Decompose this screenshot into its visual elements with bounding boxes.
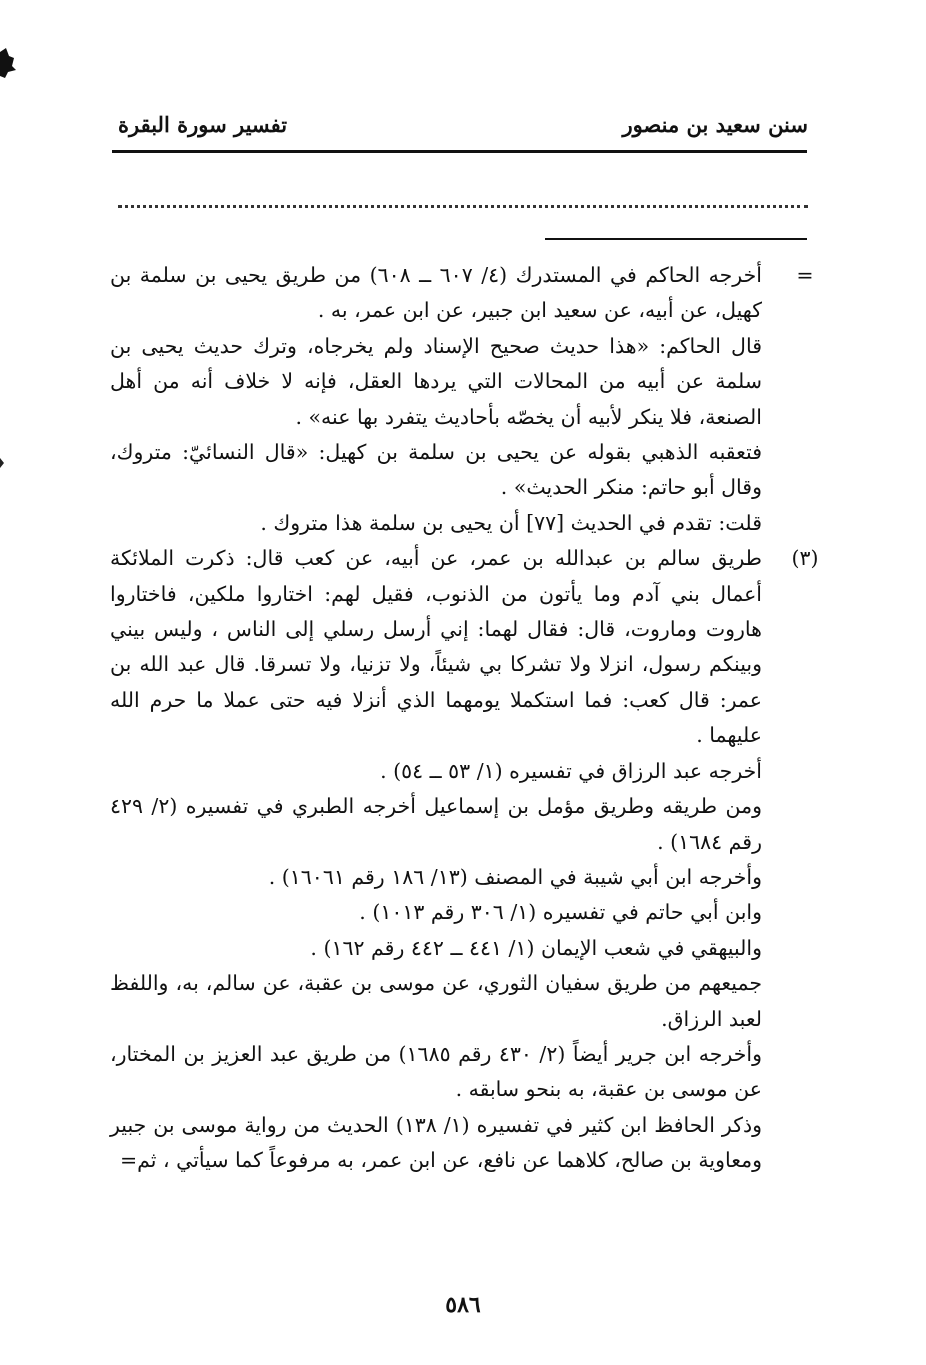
paragraph-text: قال الحاكم: «هذا حديث صحيح الإسناد ولم يخرجاه، وترك حديث يحيى بن سلمة عن أبيه من المحالات التي يردها العقل، فإنه لا خلاف أنه من أهل الصنعة، فلا ينكر لأبيه أن يخصّه بأحاديث يتفرد بها عنه» . bbox=[110, 333, 762, 429]
running-head-chapter-title: تفسير سورة البقرة bbox=[118, 112, 288, 137]
footnote-paragraph bbox=[110, 258, 830, 329]
margin-tick-icon bbox=[0, 458, 4, 468]
binding-mark-icon bbox=[0, 48, 16, 78]
paragraph-text: وابن أبي حاتم في تفسيره (١/ ٣٠٦ رقم ١٠١٣) . bbox=[359, 900, 762, 925]
paragraph-text: أخرجه الحاكم في المستدرك (٤/ ٦٠٧ ــ ٦٠٨) من طريق يحيى بن سلمة بن كهيل، عن أبيه، عن سعيد ابن جبير، عن ابن عمر، به . bbox=[110, 263, 762, 323]
paragraph-text: قلت: تقدم في الحديث [٧٧] أن يحيى بن سلمة هذا متروك . bbox=[260, 510, 762, 535]
footnote-paragraph bbox=[110, 860, 830, 895]
dotted-separator bbox=[118, 205, 808, 208]
paragraph-text: والبيهقي في شعب الإيمان (١/ ٤٤١ ــ ٤٤٢ رقم ١٦٢) . bbox=[310, 935, 762, 960]
footnote-paragraph bbox=[110, 931, 830, 966]
paragraph-text: أخرجه عبد الرزاق في تفسيره (١/ ٥٣ ــ ٥٤) . bbox=[380, 758, 762, 783]
paragraph-text: طريق سالم بن عبدالله بن عمر، عن أبيه، عن كعب قال: ذكرت الملائكة أعمال بني آدم وما يأتون من الذنوب، فقيل لهم: اختاروا ملكين، فاختاروا هاروت وماروت، قال: فقال لهما: إني أرسل رسلي إلى الناس ، وليس بيني وبينكم رسول، انزلا ولا تشركا بي شيئاً، ولا تزنيا، ولا تسرقا. قال عبد الله بن عمر: قال كعب: فما استكملا يومهما الذي أنزلا فيه حتى عملا ما حرم الله عليهما . bbox=[110, 546, 762, 748]
footnote-paragraph bbox=[110, 435, 830, 506]
paragraph-text: ومن طريقه وطريق مؤمل بن إسماعيل أخرجه الطبري في تفسيره (٢/ ٤٢٩ رقم ١٦٨٤) . bbox=[110, 794, 762, 854]
footnote-paragraph bbox=[110, 789, 830, 860]
paragraph-text: وأخرجه ابن جرير أيضاً (٢/ ٤٣٠ رقم ١٦٨٥) من طريق عبد العزيز بن المختار، عن موسى بن عقبة، به بنحو سابقه . bbox=[110, 1041, 762, 1102]
footnote-paragraph bbox=[110, 754, 830, 789]
running-head-book-title: سنن سعيد بن منصور bbox=[622, 112, 808, 137]
footnote-paragraph bbox=[110, 1037, 830, 1108]
footnote-paragraph bbox=[110, 1108, 830, 1179]
footnote-body bbox=[110, 258, 830, 1179]
footnote-paragraph bbox=[110, 541, 830, 753]
page-number: ٥٨٦ bbox=[445, 1292, 481, 1318]
paragraph-text: فتعقبه الذهبي بقوله عن يحيى بن سلمة بن كهيل: «قال النسائيّ: متروك، وقال أبو حاتم: منكر الحديث» . bbox=[110, 440, 762, 500]
footnote-paragraph bbox=[110, 506, 830, 541]
paragraph-text: وأخرجه ابن أبي شيبة في المصنف (١٣/ ١٨٦ رقم ١٦٠٦١) . bbox=[268, 864, 762, 889]
footnote-number: (٣) bbox=[791, 546, 819, 571]
footnote-paragraph bbox=[110, 966, 830, 1037]
footnote-paragraph bbox=[110, 329, 830, 435]
footnote-rule bbox=[545, 238, 807, 240]
footnote-paragraph bbox=[110, 895, 830, 930]
footnote-marker: = bbox=[796, 263, 814, 287]
paragraph-text: وذكر الحافظ ابن كثير في تفسيره (١/ ١٣٨) الحديث من رواية موسى بن جبير ومعاوية بن صالح، كلاهما عن نافع، عن ابن عمر، به مرفوعاً كما سيأتي ، ثم= bbox=[110, 1112, 762, 1173]
paragraph-text: جميعهم من طريق سفيان الثوري، عن موسى بن عقبة، عن سالم، به، واللفظ لعبد الرزاق. bbox=[110, 971, 762, 1031]
header-rule bbox=[112, 150, 807, 153]
